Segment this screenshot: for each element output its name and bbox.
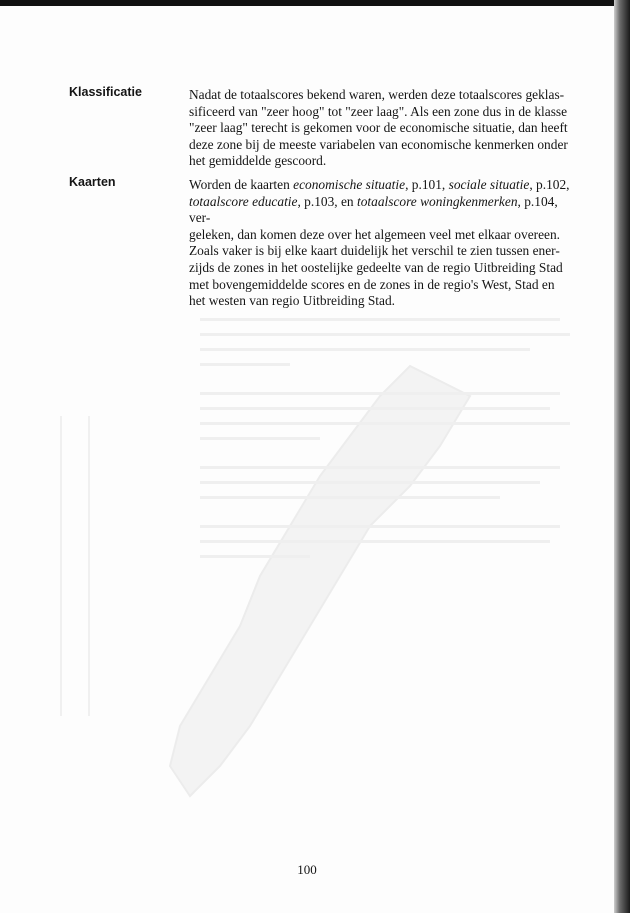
section-body: [189, 177, 575, 310]
text-line: zijds de zones in het oostelijke gedeelte van de regio Uitbreiding Stad: [189, 259, 563, 275]
bleed-through-text: [200, 306, 580, 570]
page-number: 100: [297, 862, 317, 877]
text-line: sificeerd van "zeer hoog" tot "zeer laag". Als een zone dus in de klasse: [189, 103, 568, 119]
map-title-reference: sociale situatie: [448, 177, 530, 192]
text-line: Zoals vaker is bij elke kaart duidelijk het verschil te zien tussen ener-: [189, 243, 560, 259]
text-line: [189, 194, 575, 227]
text-line: het gemiddelde gescoord.: [189, 153, 327, 169]
text-line: met bovengemiddelde scores en de zones in de regio's West, Stad en: [189, 276, 555, 292]
text-run: , p.103, en: [297, 193, 357, 209]
map-title-reference: totaalscore educatie: [189, 193, 298, 209]
section-heading: Kaarten: [69, 175, 116, 189]
text-line: geleken, dan komen deze over het algemeen veel met elkaar overeen.: [189, 226, 561, 242]
map-title-reference: totaalscore woningkenmerken: [356, 193, 518, 209]
text-run: , p.104, ver-: [189, 193, 558, 226]
text-line: Nadat de totaalscores bekend waren, werden deze totaalscores geklas-: [189, 87, 565, 102]
text-run: , p.102,: [529, 177, 570, 192]
document-page: [0, 6, 614, 913]
scan-right-edge: [614, 0, 630, 913]
text-line: "zeer laag" terecht is gekomen voor de economische situatie, dan heeft: [189, 120, 568, 136]
text-run: Worden de kaarten: [189, 177, 294, 192]
bleed-through-vertical-title: [60, 416, 90, 716]
text-line: deze zone bij de meeste variabelen van economische kenmerken onder: [189, 136, 568, 152]
section-heading: Klassificatie: [69, 85, 142, 99]
text-line: het westen van regio Uitbreiding Stad.: [189, 293, 396, 309]
section-body: [189, 87, 575, 170]
map-title-reference: economische situatie: [293, 177, 406, 192]
text-run: , p.101,: [405, 177, 449, 192]
text-line: [189, 177, 575, 194]
